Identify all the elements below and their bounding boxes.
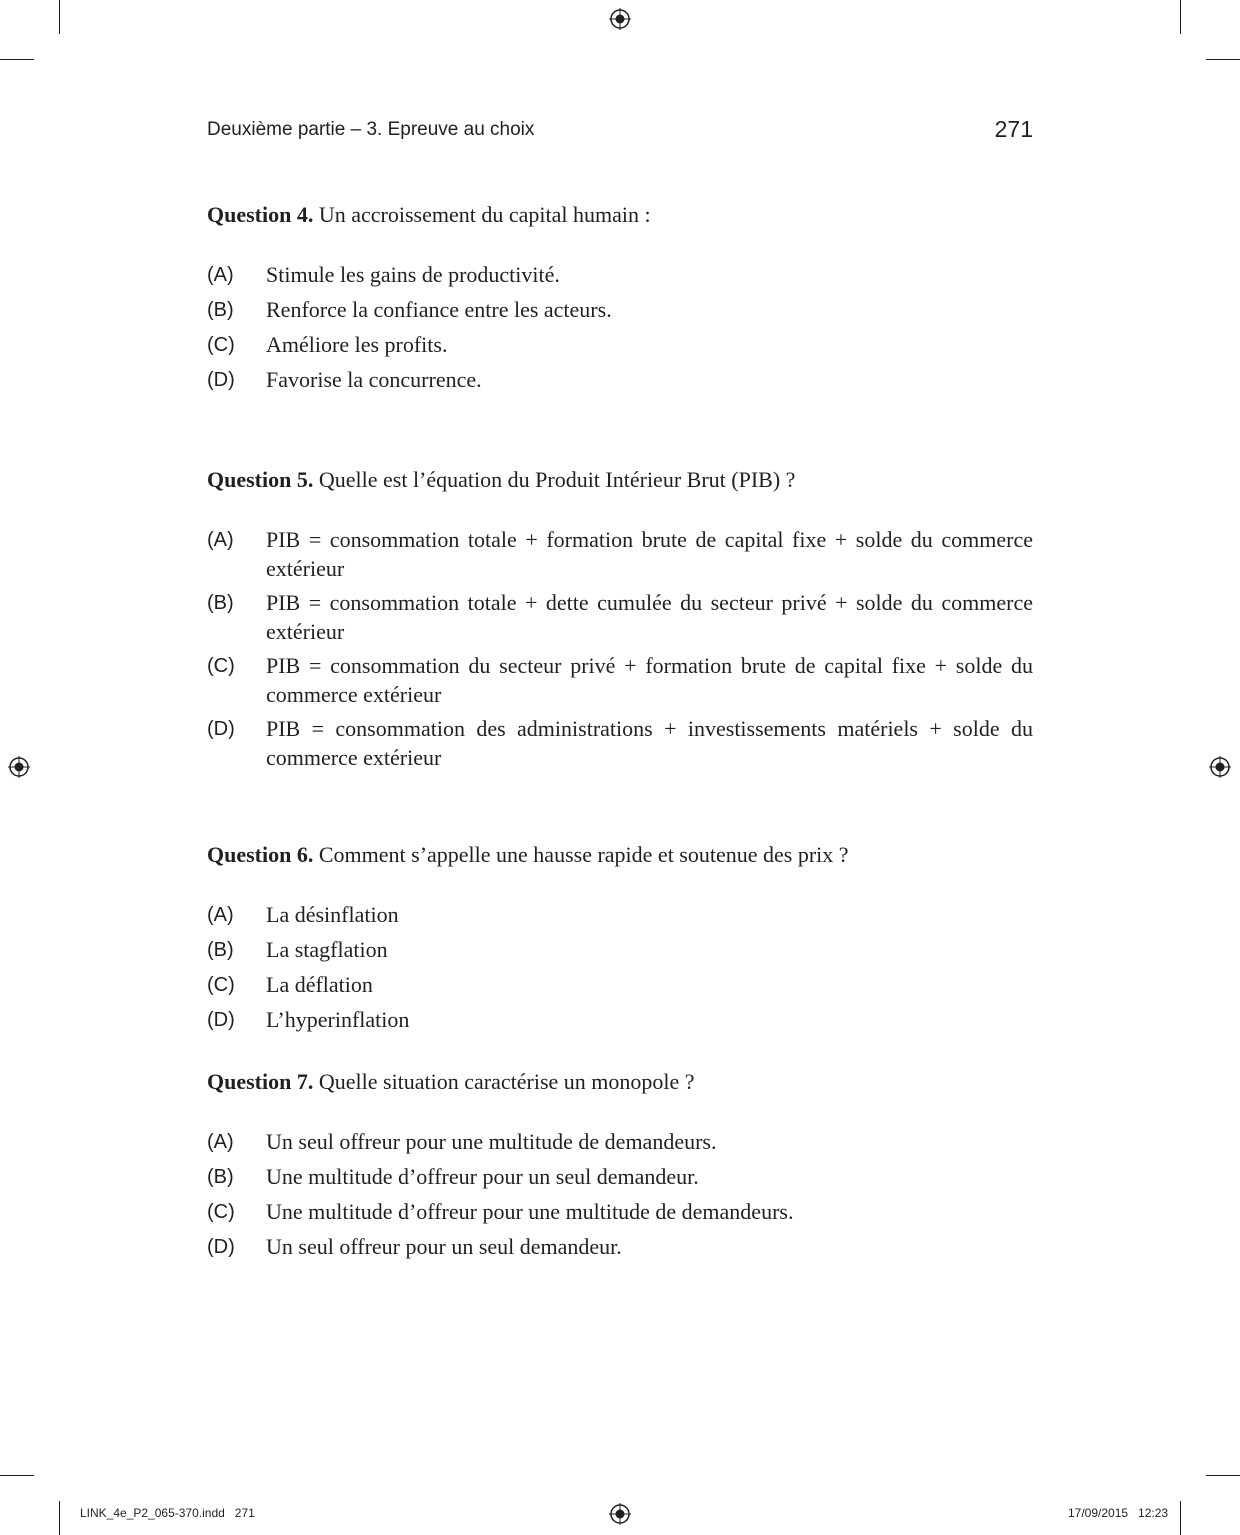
question-number: Question 4. [207,202,314,227]
question-text: Quelle est l’équation du Produit Intérieur Brut (PIB) ? [318,467,796,492]
registration-mark-icon [609,8,631,30]
option-d [207,365,1033,395]
question-number: Question 7. [207,1069,314,1094]
option-text: Stimule les gains de productivité. [266,262,560,287]
option-letter: (D) [207,1009,235,1031]
option-letter: (A) [207,529,234,551]
option-text: PIB = consommation totale + formation brute de capital fixe + solde du commerce extérieur [266,527,1033,581]
option-b [207,1162,1033,1192]
option-letter: (D) [207,718,235,740]
option-text: La désinflation [266,902,399,927]
option-letter: (C) [207,974,235,996]
option-text: Un seul offreur pour une multitude de demandeurs. [266,1129,717,1154]
question-number: Question 5. [207,467,314,492]
question-7 [207,1067,1033,1262]
option-d [207,714,1033,772]
option-text: Renforce la confiance entre les acteurs. [266,297,612,322]
registration-mark-icon [609,1503,631,1525]
option-b [207,588,1033,646]
option-c [207,970,1033,1000]
option-text: PIB = consommation totale + dette cumulée du secteur privé + solde du commerce extérieur [266,590,1033,644]
option-letter: (A) [207,904,234,926]
option-text: L’hyperinflation [266,1007,410,1032]
option-letter: (B) [207,939,234,961]
question-list [207,200,1033,1267]
registration-mark-icon [1209,756,1231,778]
option-c [207,1197,1033,1227]
question-text: Quelle situation caractérise un monopole ? [318,1069,695,1094]
option-a [207,1127,1033,1157]
option-c [207,651,1033,709]
question-heading [207,1067,1033,1097]
option-list [207,1127,1033,1262]
option-b [207,295,1033,325]
crop-mark [1180,1501,1181,1535]
option-letter: (B) [207,299,234,321]
slug-datetime: 17/09/2015 12:23 [1068,1506,1169,1520]
question-6 [207,840,1033,1035]
option-text: Favorise la concurrence. [266,367,482,392]
registration-mark-icon [8,756,30,778]
option-letter: (C) [207,334,235,356]
question-heading [207,840,1033,870]
option-letter: (D) [207,369,235,391]
question-4 [207,200,1033,395]
option-letter: (C) [207,1201,235,1223]
question-number: Question 6. [207,842,314,867]
slug-filename: LINK_4e_P2_065-370.indd 271 [80,1506,255,1520]
page-number: 271 [994,116,1033,142]
option-letter: (B) [207,1166,234,1188]
running-head-section: Deuxième partie – 3. Epreuve au choix [207,119,535,140]
option-list [207,900,1033,1035]
question-text: Un accroissement du capital humain : [318,202,651,227]
option-text: PIB = consommation du secteur privé + formation brute de capital fixe + solde du commerce extérieur [266,653,1033,707]
option-list [207,525,1033,772]
option-text: Une multitude d’offreur pour une multitude de demandeurs. [266,1199,794,1224]
crop-mark [0,1475,34,1476]
option-text: Une multitude d’offreur pour un seul demandeur. [266,1164,699,1189]
option-letter: (D) [207,1236,235,1258]
question-heading [207,200,1033,230]
option-a [207,525,1033,583]
option-letter: (A) [207,1131,234,1153]
option-a [207,900,1033,930]
option-list [207,260,1033,395]
crop-mark [1206,59,1240,60]
option-text: PIB = consommation des administrations + investissements matériels + solde du commerce extérieur [266,716,1033,770]
crop-mark [0,59,34,60]
option-letter: (C) [207,655,235,677]
option-d [207,1232,1033,1262]
option-letter: (B) [207,592,234,614]
option-c [207,330,1033,360]
question-5 [207,465,1033,772]
option-text: La stagflation [266,937,388,962]
option-b [207,935,1033,965]
option-a [207,260,1033,290]
crop-mark [1180,0,1181,34]
question-heading [207,465,1033,495]
crop-mark [1206,1475,1240,1476]
option-d [207,1005,1033,1035]
crop-mark [59,1501,60,1535]
crop-mark [59,0,60,34]
option-text: Améliore les profits. [266,332,448,357]
option-text: La déflation [266,972,373,997]
option-letter: (A) [207,264,234,286]
question-text: Comment s’appelle une hausse rapide et soutenue des prix ? [318,842,849,867]
option-text: Un seul offreur pour un seul demandeur. [266,1234,622,1259]
